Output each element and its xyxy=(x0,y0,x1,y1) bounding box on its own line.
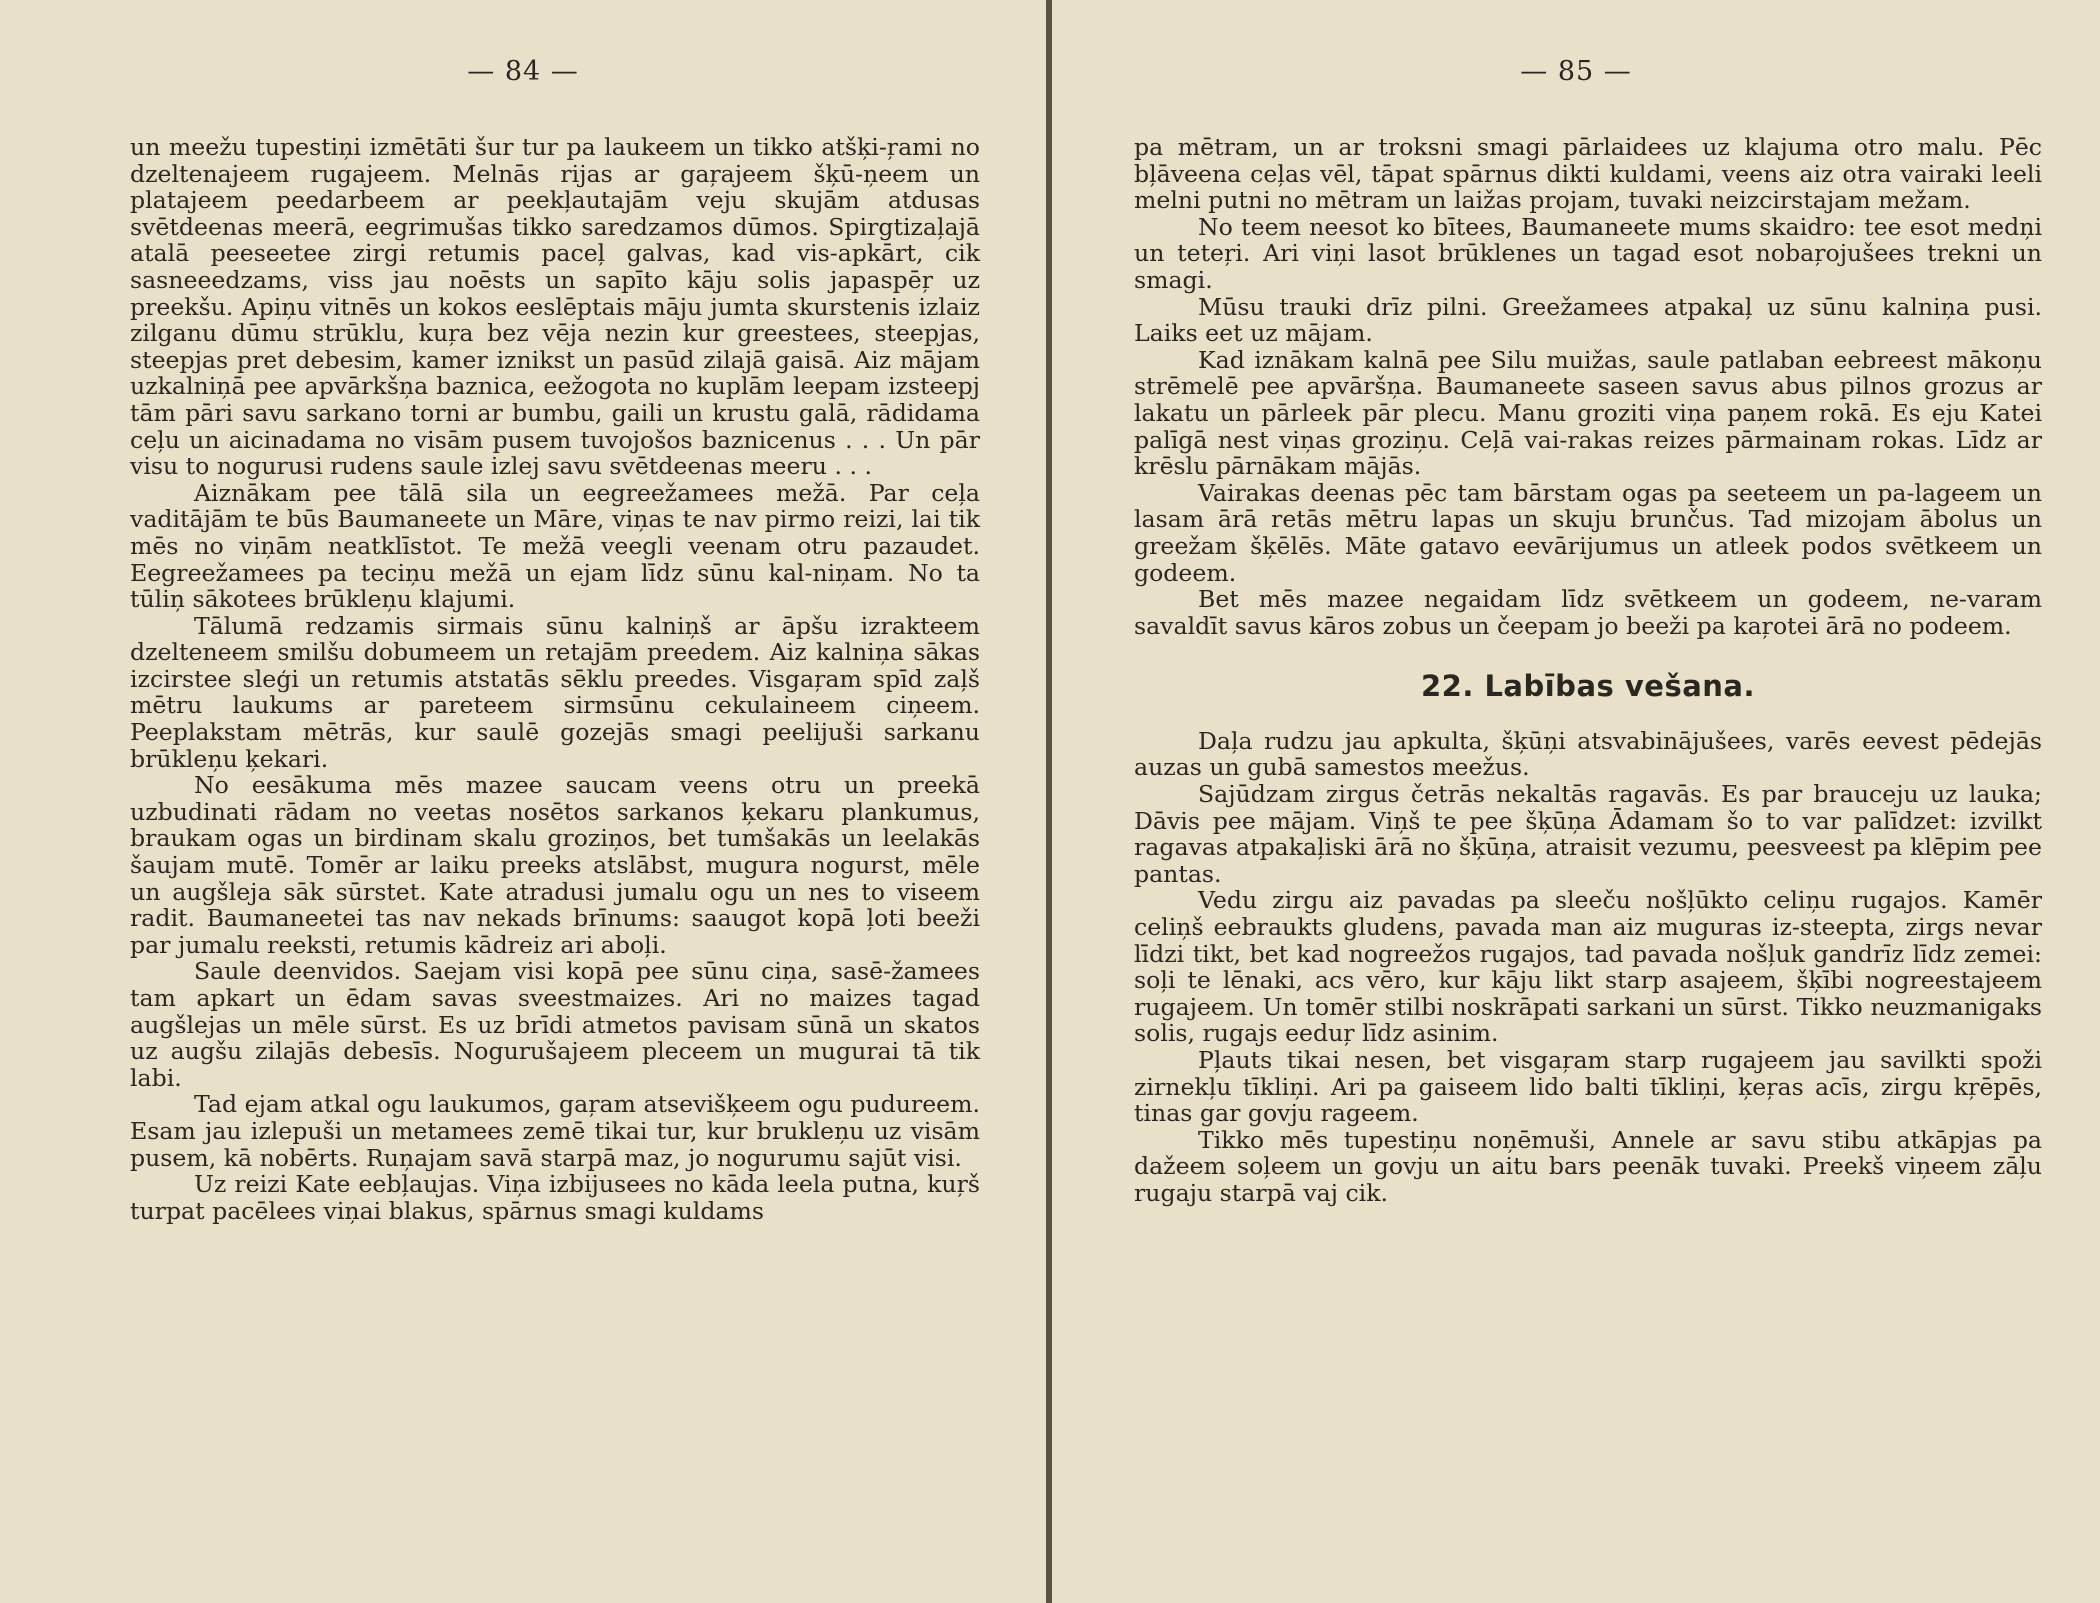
paragraph: Kad iznākam kalnā pee Silu muižas, saule patlaban eebreest mākoņu strēmelē pee apvāršņa. Baumaneete saseen savus abus pilnos grozus ar lakatu un pārleek pār plecu. Manu groziti viņa paņem rokā. Es eju Katei palīgā nest viņas groziņu. Ceļā vai-rakas reizes pārmainam rokas. Līdz ar krēslu pārnākam mājās. xyxy=(1134,345,2042,481)
paragraph: pa mētram, un ar troksni smagi pārlaidees uz klajuma otro malu. Pēc bļāveena ceļas vēl, tāpat spārnus dikti kuldami, veens aiz otra vairaki leeli melni putni no mētram un laižas projam, tuvaki neizcirstajam mežam. xyxy=(1134,133,2042,215)
right-page xyxy=(1052,0,2100,1603)
paragraph: Sajūdzam zirgus četrās nekaltās ragavās. Es par brauceju uz lauka; Dāvis pee mājam. Viņš te pee šķūņa Ādamam šo to var palīdzet: izvilkt ragavas atpakaļiski ārā no šķūņa, atraisit vezumu, peesveest pa klēpim pee pantas. xyxy=(1134,780,2042,888)
paragraph: Mūsu trauki drīz pilni. Greežamees atpakaļ uz sūnu kalniņa pusi. Laiks eet uz mājam. xyxy=(1134,292,2042,348)
paragraph: Aiznākam pee tālā sila un eegreežamees mežā. Par ceļa vaditājām te būs Baumaneete un Māre, viņas te nav pirmo reizi, lai tik mēs no viņām neatklīstot. Te mežā veegli veenam otru pazaudet. Eegreežamees pa teciņu mežā un ejam līdz sūnu kal-niņam. No ta tūliņ sākotees brūkleņu klajumi. xyxy=(130,478,980,614)
paragraph: un meežu tupestiņi izmētāti šur tur pa laukeem un tikko atšķi-ŗami no dzeltenajeem rugajeem. Melnās rijas ar gaŗajeem šķū-ņeem un platajeem peedarbeem ar peekļautajām veju skujām atdusas svētdeenas meerā, eegrimušas tikko saredzamos dūmos. Spirgtizaļajā atalā peeseetee zirgi retumis paceļ galvas, kad vis-apkārt, cik sasneeedzams, viss jau noēsts un sapīto kāju solis japaspēŗ uz preekšu. Apiņu vitnēs un kokos eeslēptais māju jumta skurstenis izlaiz zilganu dūmu strūklu, kuŗa bez vēja nezin kur greestees, steepjas, steepjas pret debesim, kamer iznikst un pasūd zilajā gaisā. Aiz mājam uzkalniņā pee apvārkšņa baznica, eežogota no kuplām leepam izsteepj tām pāri savu sarkano torni ar bumbu, gaili un krustu galā, rādidama ceļu un aicinadama no visām pusem tuvojošos baznicenus . . . Un pār visu to nogurusi rudens saule izlej savu svētdeenas meeru . . . xyxy=(130,133,980,481)
page-text xyxy=(130,134,980,1224)
left-page xyxy=(0,0,1048,1603)
paragraph: Bet mēs mazee negaidam līdz svētkeem un godeem, ne-varam savaldīt savus kāros zobus un čeepam jo beeži pa kaŗotei ārā no podeem. xyxy=(1134,585,2042,640)
page-number: — 85 — xyxy=(1520,56,1632,87)
paragraph: Vedu zirgu aiz pavadas pa sleeču nošļūkto celiņu rugajos. Kamēr celiņš eebraukts gludens, pavada man aiz muguras iz-steepta, zirgs nevar līdzi tikt, bet kad nogreežos rugajos, tad pavada nošļuk gandrīz līdz zemei: soļi te lēnaki, acs vēro, kur kāju likt starp asajeem, šķībi nogreestajeem rugajeem. Un tomēr stilbi noskrāpati sarkani un sūrst. Tikko neuzmanigaks solis, rugajs eeduŗ līdz asinim. xyxy=(1134,886,2042,1048)
paragraph: Tad ejam atkal ogu laukumos, gaŗam atsevišķeem ogu pudureem. Esam jau izlepuši un metamees zemē tikai tur, kur brukleņu uz visām pusem, kā nobērts. Ruņajam savā starpā maz, jo nogurumu sajūt visi. xyxy=(130,1090,980,1172)
paragraph: Tālumā redzamis sirmais sūnu kalniņš ar āpšu izrakteem dzelteneem smilšu dobumeem un retajām preedem. Aiz kalniņa sākas izcirstee sleģi un retumis atstatās sēklu preedes. Visgaŗam spīd zaļš mētru laukums ar pareteem sirmsūnu cekulaineem ciņeem. Peeplakstam mētrās, kur saulē gozejās smagi peelijuši sarkanu brūkleņu ķekari. xyxy=(130,611,980,773)
paragraph: No teem neesot ko bītees, Baumaneete mums skaidro: tee esot medņi un teteŗi. Ari viņi lasot brūklenes un tagad esot nobaŗojušees trekni un smagi. xyxy=(1134,212,2042,294)
paragraph: Pļauts tikai nesen, bet visgaŗam starp rugajeem jau savilkti spoži zirnekļu tīkliņi. Ari pa gaiseem lido balti tīkliņi, ķeŗas acīs, zirgu kŗēpēs, tinas gar govju rageem. xyxy=(1134,1046,2042,1128)
paragraph: Vairakas deenas pēc tam bārstam ogas pa seeteem un pa-lageem un lasam ārā retās mētru lapas un skuju brunčus. Tad mizojam ābolus un greežam šķēlēs. Māte gatavo eevārijumus un atleek podos svētkeem un godeem. xyxy=(1134,478,2042,587)
paragraph: Saule deenvidos. Saejam visi kopā pee sūnu ciņa, sasē-žamees tam apkart un ēdam savas sveestmaizes. Ari no maizes tagad augšlejas un mēle sūrst. Es uz brīdi atmetos pavisam sūnā un skatos uz augšu zilajās debesīs. Nogurušajeem pleceem un mugurai tā tik labi. xyxy=(130,957,980,1092)
paragraph: Uz reizi Kate eebļaujas. Viņa izbijusees no kāda leela putna, kuŗš turpat pacēlees viņai blakus, spārnus smagi kuldams xyxy=(130,1170,980,1225)
page-number: — 84 — xyxy=(467,56,579,87)
paragraph: Tikko mēs tupestiņu noņēmuši, Annele ar savu stibu atkāpjas pa dažeem soļeem un govju un aitu bars peenāk tuvaki. Preekš viņeem zāļu rugaju starpā vaj cik. xyxy=(1134,1125,2042,1207)
chapter-heading: 22. Labības vešana. xyxy=(1420,669,1756,704)
paragraph: No eesākuma mēs mazee saucam veens otru un preekā uzbudinati rādam no veetas nosētos sarkanos ķekaru plankumus, braukam ogas un birdinam skalu groziņos, bet tumšakās un leelakās šaujam mutē. Tomēr ar laiku preeks atslābst, mugura nogurst, mēle un augšleja sāk sūrstet. Kate atradusi jumalu ogu un nes to viseem radit. Baumaneetei tas nav nekads brīnums: saaugot kopā ļoti beeži par jumalu reeksti, retumis kādreiz ari aboļi. xyxy=(130,771,980,959)
page-text xyxy=(1134,134,2042,1207)
paragraph: Daļa rudzu jau apkulta, šķūņi atsvabinājušees, varēs eevest pēdejās auzas un gubā samestos meežus. xyxy=(1134,726,2042,782)
